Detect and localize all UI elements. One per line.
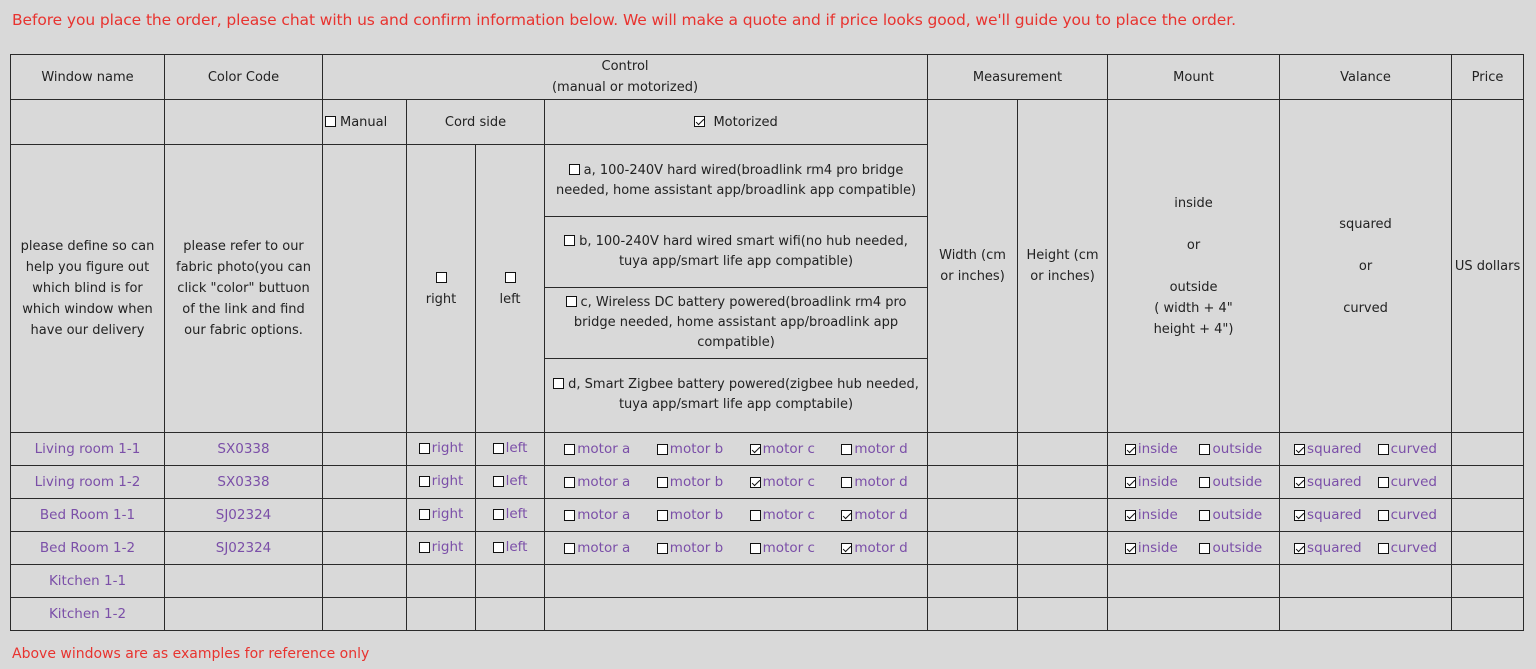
row-valance (1280, 466, 1452, 499)
row-valance-squared-checkbox[interactable] (1294, 510, 1305, 521)
row-mount-inside-label-option[interactable] (1125, 472, 1178, 493)
row-mount-inside-label-option[interactable] (1125, 538, 1178, 559)
row-motor-c-label-option[interactable] (750, 538, 815, 559)
row-cord-right-label: right (431, 439, 464, 456)
motor-option-d-text: d, Smart Zigbee battery powered(zigbee hub needed, tuya app/smart life app comptabile) (568, 377, 919, 412)
row-motor-b-label: motor b (669, 473, 724, 490)
row-cord-right-label: right (431, 472, 464, 489)
motor-b-checkbox[interactable] (564, 235, 575, 246)
row-motor-a-label: motor a (577, 506, 631, 523)
motor-option-b-text: b, 100-240V hard wired smart wifi(no hub needed, tuya app/smart life app compatible) (579, 234, 908, 269)
row-valance-squared-checkbox[interactable] (1294, 543, 1305, 554)
subheader-cord-side: Cord side (407, 100, 545, 145)
row-mount-outside-label-option[interactable] (1199, 505, 1262, 526)
row-cord-left-label-option[interactable] (493, 504, 528, 525)
row-cord-right-checkbox[interactable] (419, 509, 430, 520)
row-cord-left-label-option[interactable] (493, 471, 528, 492)
row-mount-inside-checkbox[interactable] (1125, 444, 1136, 455)
row-valance-curved-label: curved (1390, 473, 1438, 490)
row-valance-curved-checkbox[interactable] (1378, 543, 1389, 554)
row-mount (1108, 565, 1280, 598)
row-cord-left-label: left (505, 505, 528, 522)
row-motor-a-label-option[interactable] (564, 472, 630, 493)
row-height[interactable] (1018, 565, 1108, 598)
subheader-row (11, 100, 1524, 145)
row-motor-a-label: motor a (577, 539, 631, 556)
subheader-empty-color (165, 100, 323, 145)
row-cord-left (476, 466, 545, 499)
row-motor-c-checkbox[interactable] (750, 543, 761, 554)
row-manual (323, 565, 407, 598)
row-color-code: SJ02324 (165, 532, 323, 565)
row-motor-c-label-option[interactable] (750, 472, 815, 493)
price-description: US dollars (1452, 100, 1524, 433)
subheader-manual (323, 100, 407, 145)
row-mount-outside-label: outside (1212, 506, 1263, 523)
row-mount-outside-label: outside (1212, 440, 1263, 457)
row-window-name: Bed Room 1-1 (11, 499, 165, 532)
row-width[interactable] (928, 565, 1018, 598)
row-cord-right-checkbox[interactable] (419, 542, 430, 553)
row-cord-left-label-option[interactable] (493, 537, 528, 558)
cord-left-description (476, 145, 545, 433)
row-motor (545, 466, 928, 499)
row-cord-right (407, 499, 476, 532)
row-mount-inside-checkbox[interactable] (1125, 477, 1136, 488)
row-cord-left-label: left (505, 472, 528, 489)
row-cord-left-checkbox[interactable] (493, 476, 504, 487)
row-price (1452, 433, 1524, 466)
row-cord-left (476, 499, 545, 532)
row-valance-curved-label-option[interactable] (1378, 538, 1437, 559)
row-window-name: Living room 1-1 (11, 433, 165, 466)
header-control-subtitle: (manual or motorized) (551, 80, 699, 95)
row-motor-d-label-option[interactable] (841, 505, 907, 526)
row-manual (323, 532, 407, 565)
row-motor-a-checkbox[interactable] (564, 510, 575, 521)
width-description: Width (cm or inches) (928, 100, 1018, 433)
row-cord-right-label: right (431, 505, 464, 522)
motorized-checkbox[interactable] (694, 116, 705, 127)
row-valance-squared-label: squared (1307, 473, 1362, 490)
table-row (11, 532, 1524, 565)
mount-outside-text: outside (1169, 279, 1218, 295)
row-mount (1108, 466, 1280, 499)
subheader-motorized (545, 100, 928, 145)
row-cord-right-label-option[interactable] (419, 471, 464, 492)
row-cord-right (407, 466, 476, 499)
row-valance-curved-label-option[interactable] (1378, 439, 1437, 460)
row-motor-d-label-option[interactable] (841, 472, 907, 493)
table-row (11, 499, 1524, 532)
row-motor-b-label: motor b (669, 506, 724, 523)
row-manual (323, 598, 407, 631)
row-motor (545, 565, 928, 598)
row-valance-curved-label-option[interactable] (1378, 472, 1437, 493)
row-height[interactable] (1018, 466, 1108, 499)
row-motor-d-checkbox[interactable] (841, 543, 852, 554)
mount-height-text: height + 4") (1153, 321, 1234, 337)
motorized-label: Motorized (713, 114, 778, 130)
row-mount (1108, 433, 1280, 466)
row-valance-curved-checkbox[interactable] (1378, 444, 1389, 455)
row-mount-inside-label: inside (1137, 473, 1178, 490)
order-form-table (10, 54, 1524, 631)
row-price (1452, 598, 1524, 631)
cord-left-checkbox[interactable] (505, 272, 516, 283)
row-motor-b-checkbox[interactable] (657, 543, 668, 554)
row-width[interactable] (928, 466, 1018, 499)
top-instruction-note: Before you place the order, please chat with us and confirm information below. We will make a quote and if price looks good, we'll guide you to place the order. (12, 11, 1236, 29)
mount-inside-text: inside (1174, 195, 1213, 211)
row-valance-curved-label: curved (1390, 506, 1438, 523)
row-motor-b-label-option[interactable] (657, 505, 723, 526)
motor-options-cell (545, 145, 928, 433)
row-mount (1108, 598, 1280, 631)
motor-option-d (545, 359, 927, 431)
row-motor (545, 499, 928, 532)
window-name-description: please define so can help you figure out which blind is for which window when have our delivery (11, 145, 165, 433)
motor-d-checkbox[interactable] (553, 378, 564, 389)
row-mount-outside-checkbox[interactable] (1199, 477, 1210, 488)
row-price (1452, 565, 1524, 598)
row-cord-right-label: right (431, 538, 464, 555)
manual-checkbox[interactable] (325, 116, 336, 127)
row-motor-d-label-option[interactable] (841, 439, 907, 460)
table-row (11, 598, 1524, 631)
cord-right-text: right (425, 291, 457, 307)
table-row (11, 565, 1524, 598)
row-width[interactable] (928, 433, 1018, 466)
row-motor-d-label: motor d (854, 506, 908, 523)
row-motor-c-checkbox[interactable] (750, 477, 761, 488)
row-valance (1280, 598, 1452, 631)
valance-or-text: or (1358, 258, 1373, 274)
row-cord-left (476, 598, 545, 631)
row-cord-right (407, 598, 476, 631)
row-motor-c-label-option[interactable] (750, 439, 815, 460)
row-motor-a-label-option[interactable] (564, 538, 630, 559)
row-valance-curved-label: curved (1390, 539, 1438, 556)
row-valance-squared-label-option[interactable] (1294, 439, 1362, 460)
row-mount-inside-label: inside (1137, 539, 1178, 556)
row-cord-right (407, 532, 476, 565)
row-mount-inside-checkbox[interactable] (1125, 543, 1136, 554)
mount-description (1108, 100, 1280, 433)
motor-c-checkbox[interactable] (566, 296, 577, 307)
row-window-name: Living room 1-2 (11, 466, 165, 499)
cord-left-text: left (499, 291, 521, 307)
row-motor-c-checkbox[interactable] (750, 444, 761, 455)
row-valance-curved-checkbox[interactable] (1378, 510, 1389, 521)
row-width[interactable] (928, 532, 1018, 565)
row-valance (1280, 532, 1452, 565)
row-mount (1108, 499, 1280, 532)
row-cord-left-label-option[interactable] (493, 438, 528, 459)
row-valance-curved-label-option[interactable] (1378, 505, 1437, 526)
row-cord-right-label-option[interactable] (419, 537, 464, 558)
row-motor (545, 532, 928, 565)
row-mount-outside-checkbox[interactable] (1199, 444, 1210, 455)
row-cord-left (476, 565, 545, 598)
row-motor-b-label: motor b (669, 440, 724, 457)
row-mount-outside-label: outside (1212, 539, 1263, 556)
row-mount (1108, 532, 1280, 565)
row-valance-squared-label: squared (1307, 440, 1362, 457)
motor-option-a-text: a, 100-240V hard wired(broadlink rm4 pro bridge needed, home assistant app/broadlink app compatible) (555, 163, 917, 198)
valance-curved-text: curved (1343, 300, 1388, 316)
row-mount-inside-checkbox[interactable] (1125, 510, 1136, 521)
row-motor-c-checkbox[interactable] (750, 510, 761, 521)
row-cord-right-label-option[interactable] (419, 504, 464, 525)
row-cord-left-checkbox[interactable] (493, 542, 504, 553)
row-cord-right (407, 433, 476, 466)
motor-option-a (545, 146, 927, 217)
row-height[interactable] (1018, 499, 1108, 532)
row-width[interactable] (928, 598, 1018, 631)
data-rows (11, 433, 1524, 631)
row-motor-a-label-option[interactable] (564, 439, 630, 460)
row-motor-d-checkbox[interactable] (841, 510, 852, 521)
row-motor-d-checkbox[interactable] (841, 477, 852, 488)
row-motor-a-label-option[interactable] (564, 505, 630, 526)
row-cord-right-checkbox[interactable] (419, 476, 430, 487)
valance-description (1280, 100, 1452, 433)
valance-squared-text: squared (1339, 216, 1392, 232)
mount-or-text: or (1186, 237, 1201, 253)
row-color-code: SJ02324 (165, 499, 323, 532)
motor-option-c (545, 288, 927, 359)
motor-a-checkbox[interactable] (569, 164, 580, 175)
row-manual (323, 433, 407, 466)
header-valance: Valance (1280, 55, 1452, 100)
row-motor-a-label: motor a (577, 440, 631, 457)
row-motor-c-label: motor c (762, 539, 815, 556)
motor-option-c-text: c, Wireless DC battery powered(broadlink rm4 pro bridge needed, home assistant app/broadlink app compatible) (573, 295, 907, 350)
row-motor-c-label: motor c (762, 473, 815, 490)
row-cord-left (476, 532, 545, 565)
color-code-description: please refer to our fabric photo(you can click "color" buttuon of the link and find our fabric options. (165, 145, 323, 433)
row-motor-d-label-option[interactable] (841, 538, 907, 559)
row-mount-outside-label: outside (1212, 473, 1263, 490)
row-window-name: Bed Room 1-2 (11, 532, 165, 565)
row-motor-d-label: motor d (854, 440, 908, 457)
mount-width-text: ( width + 4" (1154, 300, 1233, 316)
row-valance-curved-checkbox[interactable] (1378, 477, 1389, 488)
header-color-code: Color Code (165, 55, 323, 100)
row-motor-b-checkbox[interactable] (657, 444, 668, 455)
row-motor-c-label: motor c (762, 440, 815, 457)
row-motor-d-checkbox[interactable] (841, 444, 852, 455)
row-mount-inside-label-option[interactable] (1125, 439, 1178, 460)
header-control (323, 55, 928, 100)
row-motor-c-label-option[interactable] (750, 505, 815, 526)
row-mount-inside-label: inside (1137, 506, 1178, 523)
row-cord-right (407, 565, 476, 598)
row-valance (1280, 565, 1452, 598)
row-valance (1280, 433, 1452, 466)
row-valance-squared-label-option[interactable] (1294, 505, 1362, 526)
header-control-title: Control (601, 59, 649, 74)
row-manual (323, 466, 407, 499)
row-price (1452, 532, 1524, 565)
row-cord-right-label-option[interactable] (419, 438, 464, 459)
row-mount-outside-label-option[interactable] (1199, 472, 1262, 493)
row-valance-squared-label-option[interactable] (1294, 472, 1362, 493)
cord-right-checkbox[interactable] (436, 272, 447, 283)
cord-right-description (407, 145, 476, 433)
row-height[interactable] (1018, 532, 1108, 565)
row-motor-a-label: motor a (577, 473, 631, 490)
subheader-empty-name (11, 100, 165, 145)
header-mount: Mount (1108, 55, 1280, 100)
table-row (11, 466, 1524, 499)
row-width[interactable] (928, 499, 1018, 532)
row-valance-squared-label: squared (1307, 506, 1362, 523)
row-motor-b-label-option[interactable] (657, 538, 723, 559)
row-motor (545, 433, 928, 466)
row-cord-right-checkbox[interactable] (419, 443, 430, 454)
row-cord-left-checkbox[interactable] (493, 443, 504, 454)
row-valance-squared-checkbox[interactable] (1294, 477, 1305, 488)
row-color-code: SX0338 (165, 466, 323, 499)
row-valance-curved-label: curved (1390, 440, 1438, 457)
row-cord-left-label: left (505, 538, 528, 555)
bottom-reference-note: Above windows are as examples for reference only (12, 646, 370, 662)
row-color-code: SX0338 (165, 433, 323, 466)
row-motor-d-label: motor d (854, 539, 908, 556)
row-motor-b-label-option[interactable] (657, 439, 723, 460)
row-mount-outside-checkbox[interactable] (1199, 510, 1210, 521)
row-mount-outside-checkbox[interactable] (1199, 543, 1210, 554)
row-mount-inside-label: inside (1137, 440, 1178, 457)
row-valance-squared-checkbox[interactable] (1294, 444, 1305, 455)
height-description: Height (cm or inches) (1018, 100, 1108, 433)
manual-description-empty (323, 145, 407, 433)
manual-label: Manual (340, 114, 388, 130)
row-motor-a-checkbox[interactable] (564, 444, 575, 455)
row-motor-b-checkbox[interactable] (657, 477, 668, 488)
row-motor-d-label: motor d (854, 473, 908, 490)
row-cord-left-checkbox[interactable] (493, 509, 504, 520)
row-cord-left-label: left (505, 439, 528, 456)
row-motor-a-checkbox[interactable] (564, 543, 575, 554)
row-color-code (165, 598, 323, 631)
row-cord-left (476, 433, 545, 466)
row-price (1452, 466, 1524, 499)
row-window-name: Kitchen 1-2 (11, 598, 165, 631)
row-price (1452, 499, 1524, 532)
row-valance-squared-label-option[interactable] (1294, 538, 1362, 559)
row-height[interactable] (1018, 598, 1108, 631)
row-motor (545, 598, 928, 631)
row-mount-outside-label-option[interactable] (1199, 538, 1262, 559)
row-motor-a-checkbox[interactable] (564, 477, 575, 488)
row-motor-b-label: motor b (669, 539, 724, 556)
header-measurement: Measurement (928, 55, 1108, 100)
row-motor-b-checkbox[interactable] (657, 510, 668, 521)
motor-option-b (545, 217, 927, 288)
row-mount-inside-label-option[interactable] (1125, 505, 1178, 526)
header-price: Price (1452, 55, 1524, 100)
row-mount-outside-label-option[interactable] (1199, 439, 1262, 460)
row-color-code (165, 565, 323, 598)
row-valance (1280, 499, 1452, 532)
row-window-name: Kitchen 1-1 (11, 565, 165, 598)
row-manual (323, 499, 407, 532)
table-row (11, 433, 1524, 466)
header-row (11, 55, 1524, 100)
row-height[interactable] (1018, 433, 1108, 466)
row-valance-squared-label: squared (1307, 539, 1362, 556)
header-window-name: Window name (11, 55, 165, 100)
row-motor-b-label-option[interactable] (657, 472, 723, 493)
row-motor-c-label: motor c (762, 506, 815, 523)
